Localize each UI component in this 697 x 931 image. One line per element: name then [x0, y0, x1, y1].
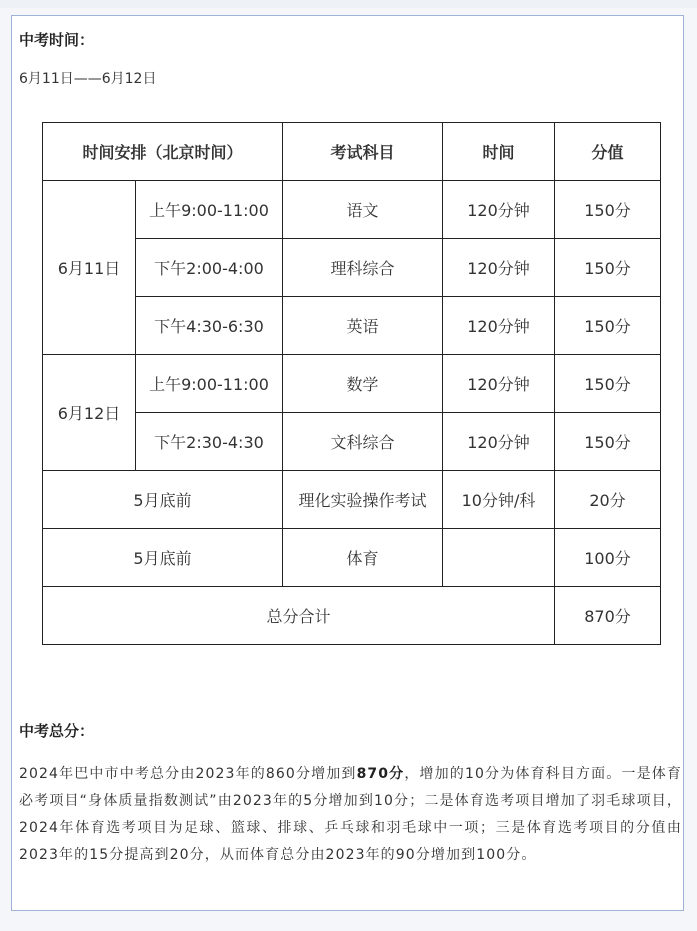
- row-subject: 理化实验操作考试: [283, 471, 443, 529]
- table-row: [43, 181, 661, 239]
- row-score: 150分: [555, 413, 661, 471]
- total-score: 870分: [555, 587, 661, 645]
- row-score: 150分: [555, 297, 661, 355]
- header-time-arrangement: 时间安排（北京时间）: [43, 123, 283, 181]
- row-score: 150分: [555, 181, 661, 239]
- row-subject: 体育: [283, 529, 443, 587]
- exam-schedule-table: [42, 122, 661, 645]
- header-score: 分值: [555, 123, 661, 181]
- day2-date: 6月12日: [43, 355, 136, 471]
- exam-dates: 6月11日——6月12日: [19, 71, 157, 87]
- row-time: 5月底前: [43, 529, 283, 587]
- total-label: 总分合计: [43, 587, 555, 645]
- table-row: [43, 297, 661, 355]
- row-time: 上午9:00-11:00: [136, 181, 283, 239]
- row-duration: 120分钟: [443, 297, 555, 355]
- row-subject: 文科综合: [283, 413, 443, 471]
- table-row: [43, 239, 661, 297]
- row-subject: 语文: [283, 181, 443, 239]
- table-header-row: [43, 123, 661, 181]
- row-subject: 英语: [283, 297, 443, 355]
- total-score-heading: 中考总分：: [19, 722, 95, 740]
- row-score: 20分: [555, 471, 661, 529]
- table-row-lab-test: [43, 471, 661, 529]
- row-duration: 120分钟: [443, 413, 555, 471]
- row-time: 下午4:30-6:30: [136, 297, 283, 355]
- row-score: 150分: [555, 239, 661, 297]
- table-row-pe-test: [43, 529, 661, 587]
- row-time: 5月底前: [43, 471, 283, 529]
- table-row: [43, 413, 661, 471]
- table-row: [43, 355, 661, 413]
- row-duration: [443, 529, 555, 587]
- paragraph-bold-score: 870分: [356, 766, 405, 782]
- article-card: [11, 15, 684, 911]
- total-score-paragraph: [19, 761, 682, 869]
- top-strip: [0, 0, 697, 8]
- row-time: 上午9:00-11:00: [136, 355, 283, 413]
- paragraph-text-rest: ，增加的10分为体育科目方面。一是体育必考项目“身体质量指数测试”由2023年的5分增加到10分；二是体育选考项目增加了羽毛球项目，2024年体育选考项目为足球、篮球、排球、乒乓球和羽毛球中一项；三是体育选考项目的分值由2023年的15分提高到20分，从而体育总分由2023年的90分增加到100分。: [19, 766, 683, 863]
- row-duration: 120分钟: [443, 355, 555, 413]
- row-duration: 120分钟: [443, 181, 555, 239]
- exam-time-heading: 中考时间：: [19, 31, 95, 49]
- row-duration: 10分钟/科: [443, 471, 555, 529]
- row-score: 150分: [555, 355, 661, 413]
- row-time: 下午2:30-4:30: [136, 413, 283, 471]
- day1-date: 6月11日: [43, 181, 136, 355]
- row-time: 下午2:00-4:00: [136, 239, 283, 297]
- row-subject: 理科综合: [283, 239, 443, 297]
- paragraph-text-start: 2024年巴中市中考总分由2023年的860分增加到: [19, 766, 357, 782]
- row-duration: 120分钟: [443, 239, 555, 297]
- header-subject: 考试科目: [283, 123, 443, 181]
- row-score: 100分: [555, 529, 661, 587]
- header-duration: 时间: [443, 123, 555, 181]
- row-subject: 数学: [283, 355, 443, 413]
- table-row-total: [43, 587, 661, 645]
